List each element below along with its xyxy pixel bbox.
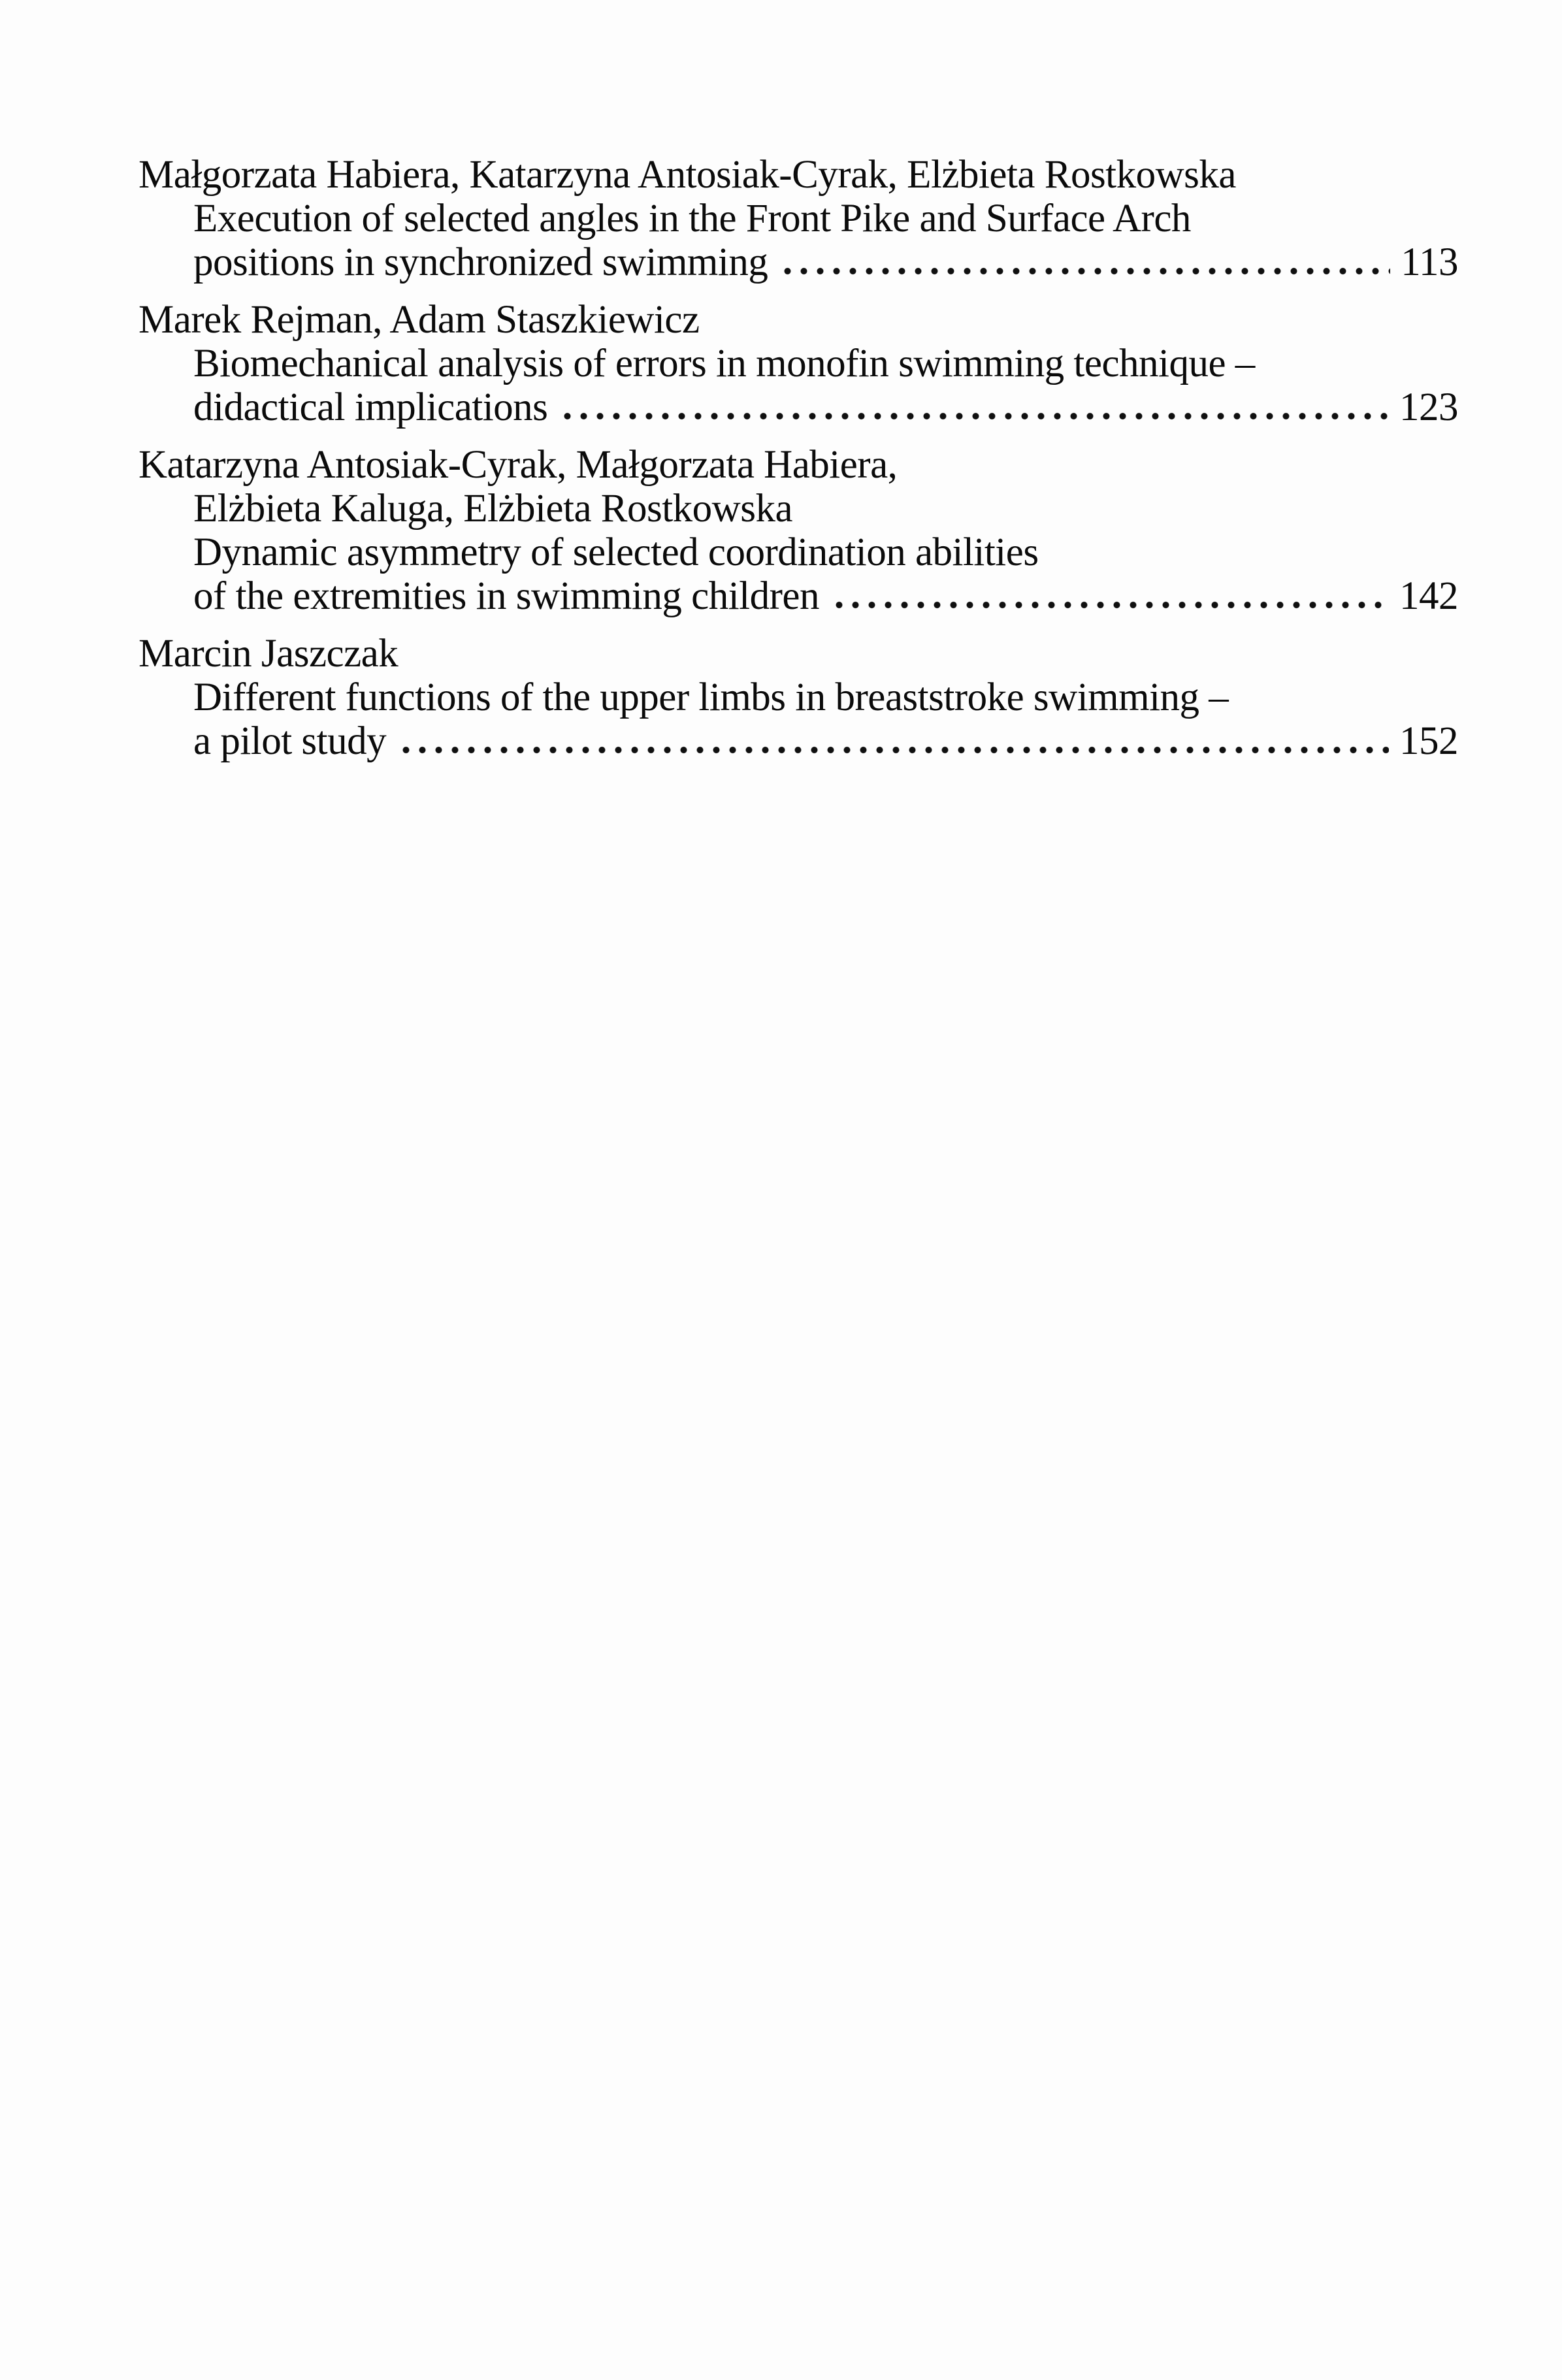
toc-entry bbox=[138, 632, 1458, 763]
dot-leader bbox=[559, 412, 1389, 420]
toc-entry-title-line: Dynamic asymmetry of selected coordination abilities bbox=[193, 530, 1039, 574]
toc-entry bbox=[138, 298, 1458, 429]
page-number: 142 bbox=[1399, 574, 1458, 618]
toc-entry bbox=[138, 443, 1458, 618]
toc-entry-authors: Małgorzata Habiera, Katarzyna Antosiak-Cyrak, Elżbieta Rostkowska bbox=[138, 153, 1236, 197]
page-number: 113 bbox=[1401, 240, 1458, 284]
toc-entry-authors-continued: Elżbieta Kaluga, Elżbieta Rostkowska bbox=[193, 487, 793, 530]
toc-entry-title-text: didactical implications bbox=[193, 385, 548, 429]
dot-leader bbox=[398, 746, 1389, 754]
toc-entry-title-last-line bbox=[138, 385, 1458, 429]
toc-entry-authors: Marek Rejman, Adam Staszkiewicz bbox=[138, 298, 700, 342]
toc-entry-title-last-line bbox=[138, 240, 1458, 284]
toc-entry-authors: Katarzyna Antosiak-Cyrak, Małgorzata Habiera, bbox=[138, 443, 898, 487]
toc-entry-title-text: a pilot study bbox=[193, 719, 387, 763]
toc-entry-authors: Marcin Jaszczak bbox=[138, 632, 399, 676]
dot-leader bbox=[779, 267, 1390, 275]
table-of-contents bbox=[138, 153, 1458, 777]
toc-entry-title-line: Execution of selected angles in the Front Pike and Surface Arch bbox=[193, 197, 1191, 240]
toc-entry-title-text: of the extremities in swimming children bbox=[193, 574, 819, 618]
toc-entry bbox=[138, 153, 1458, 284]
toc-entry-title-line: Different functions of the upper limbs in breaststroke swimming – bbox=[193, 676, 1229, 719]
page-number: 152 bbox=[1399, 719, 1458, 763]
dot-leader bbox=[831, 601, 1389, 609]
toc-entry-title-last-line bbox=[138, 719, 1458, 763]
page-number: 123 bbox=[1399, 385, 1458, 429]
toc-entry-title-line: Biomechanical analysis of errors in monofin swimming technique – bbox=[193, 342, 1255, 385]
toc-entry-title-text: positions in synchronized swimming bbox=[193, 240, 768, 284]
toc-entry-title-last-line bbox=[138, 574, 1458, 618]
